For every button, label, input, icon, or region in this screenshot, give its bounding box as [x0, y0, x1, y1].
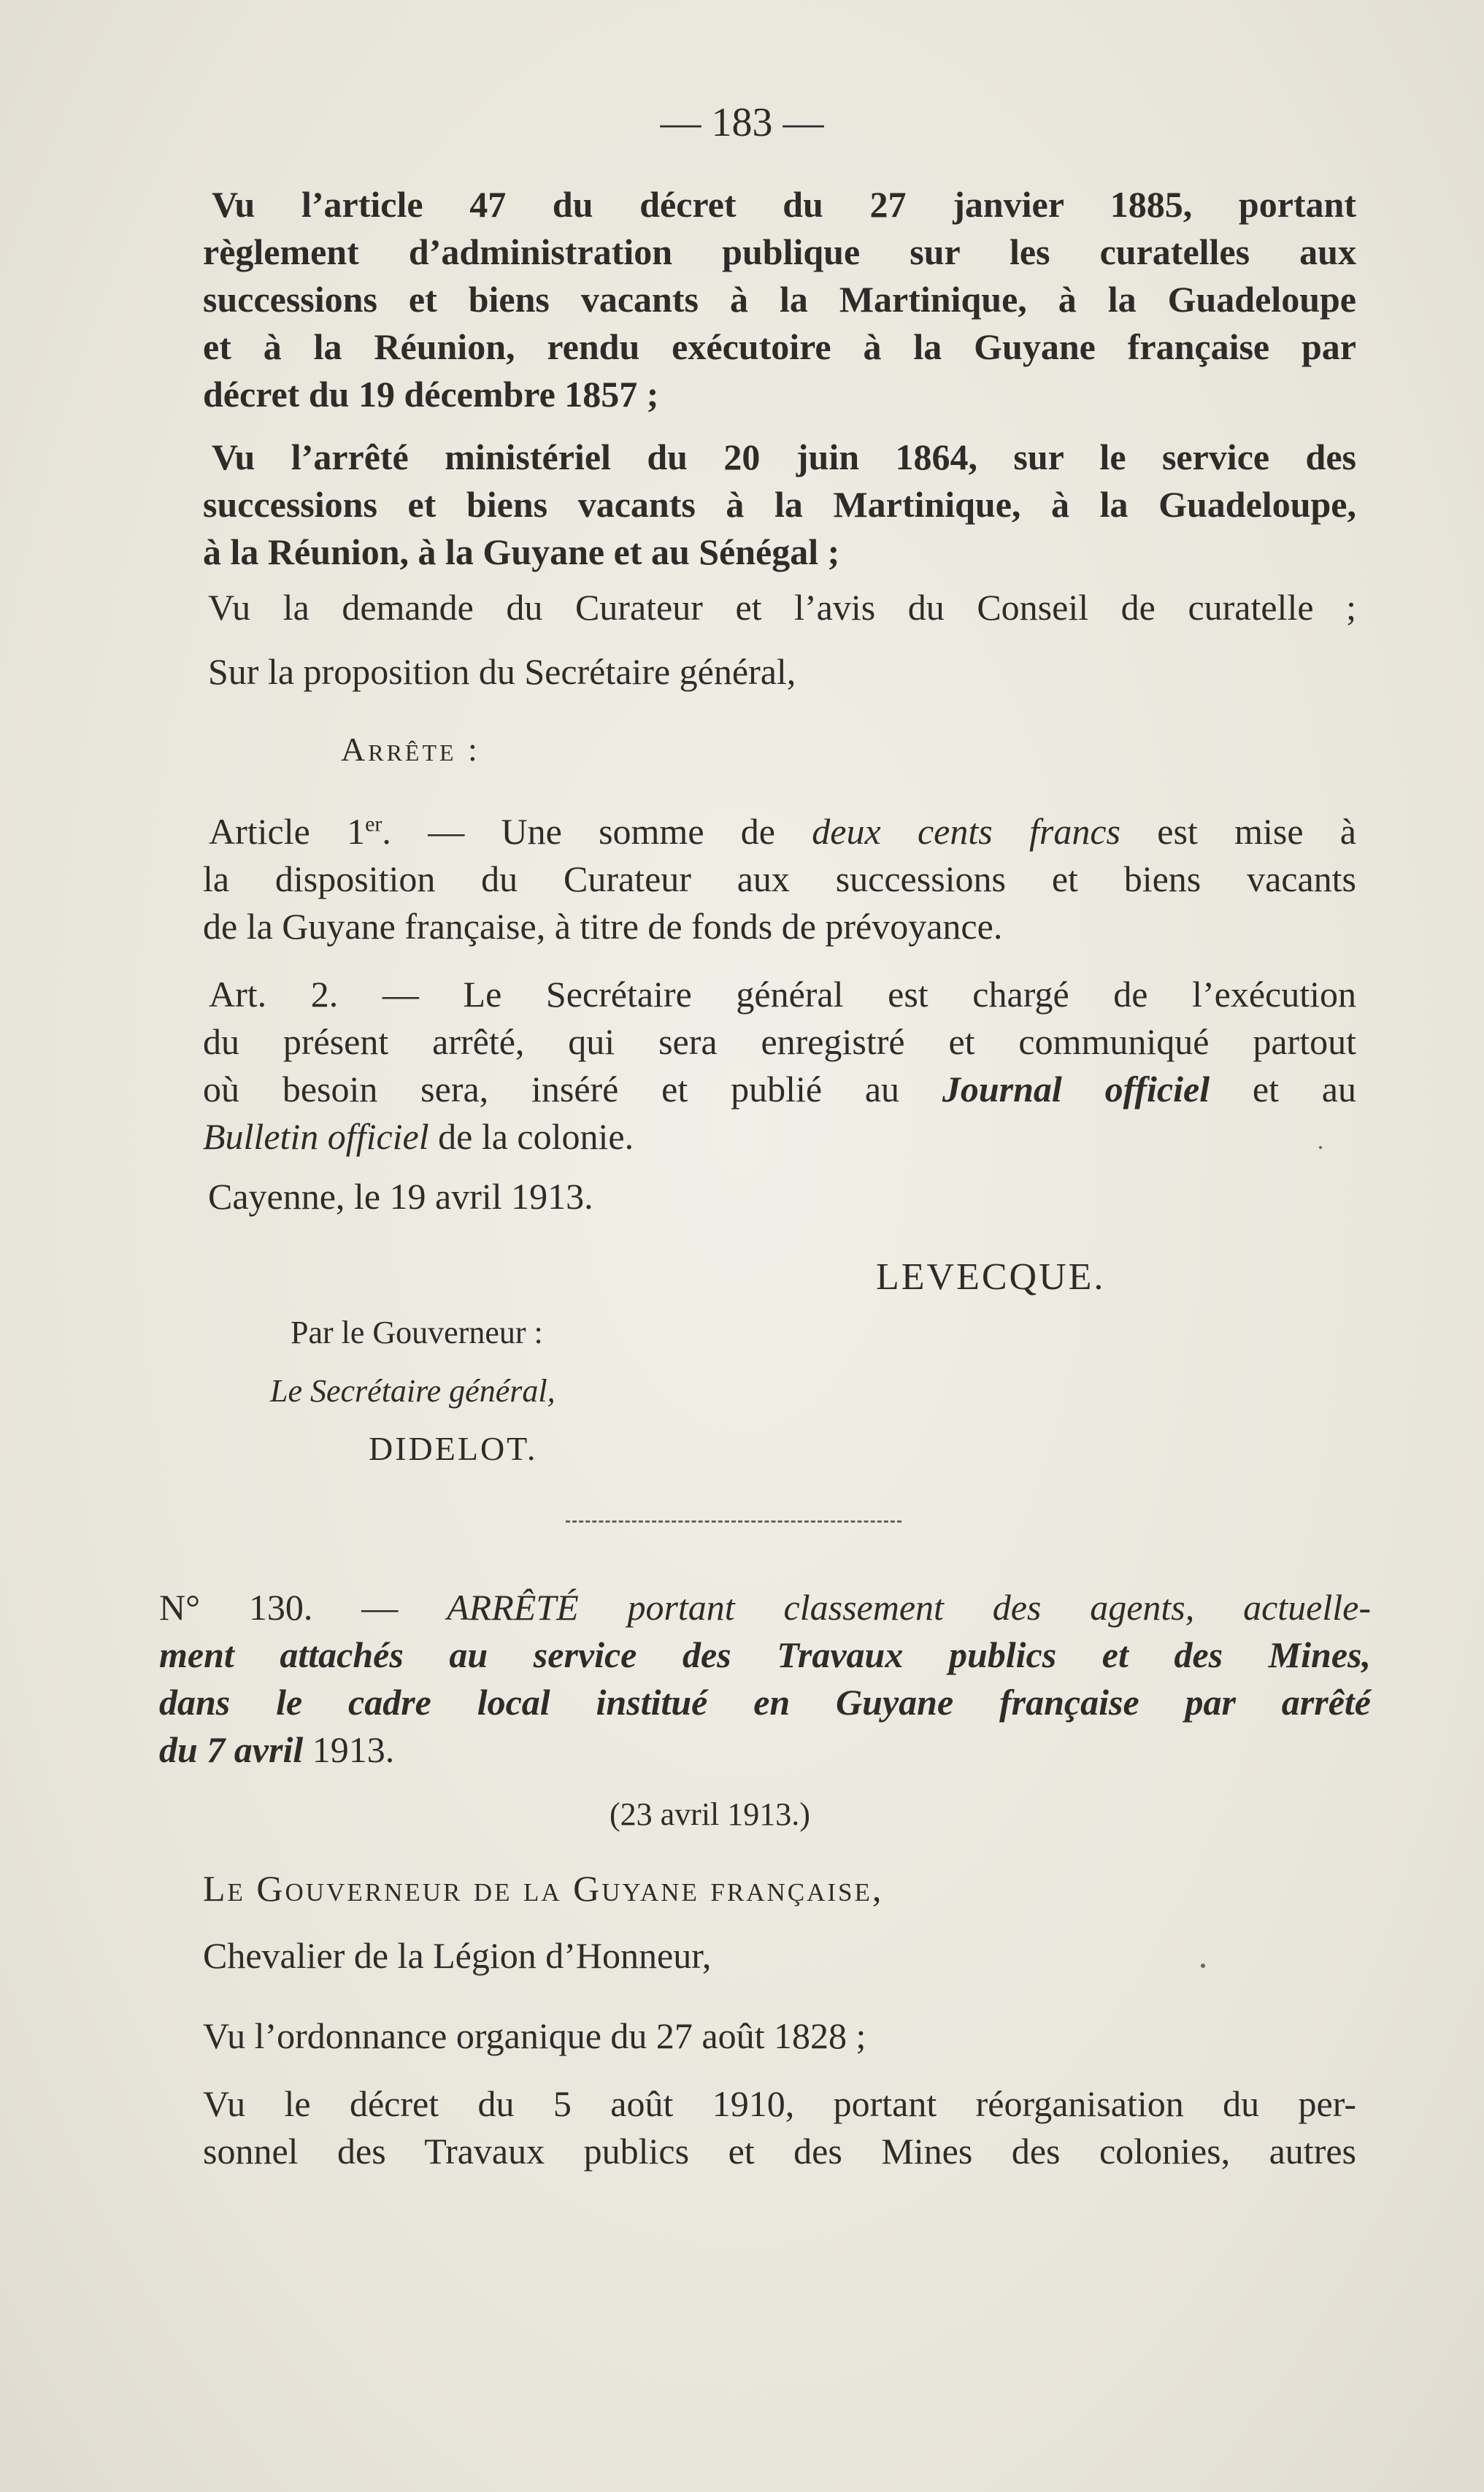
text-line: de la Guyane française, à titre de fonds de prévoyance.	[203, 906, 1003, 947]
amount-italic: deux cents francs	[812, 811, 1120, 852]
text-line	[203, 808, 1356, 855]
decree-title: ARRÊTÉ portant classement des agents, actuelle-	[447, 1587, 1371, 1628]
text-line: dans le cadre local institué en Guyane française par arrêté	[159, 1682, 1371, 1723]
text-run: de la colonie.	[428, 1116, 634, 1157]
decree-date: (23 avril 1913.)	[610, 1796, 810, 1832]
visa-arrete-1864	[203, 434, 1356, 576]
text-line: décret du 19 décembre 1857 ;	[203, 374, 659, 415]
text-line: à la Réunion, à la Guyane et au Sénégal ;	[203, 531, 840, 572]
arrete-heading: Arrête :	[341, 731, 480, 768]
visa-decret-1910	[203, 2080, 1356, 2175]
page-number: — 183 —	[660, 100, 824, 145]
text-line	[203, 1113, 1356, 1161]
text-line: ment attachés au service des Travaux publics et des Mines,	[159, 1634, 1371, 1675]
text-line	[159, 1726, 1371, 1774]
text-line: Vu l’article 47 du décret du 27 janvier 1885, portant	[212, 184, 1356, 225]
superscript: er	[365, 812, 382, 837]
place-date: Cayenne, le 19 avril 1913.	[208, 1176, 593, 1217]
text-line	[203, 1066, 1356, 1113]
text-line: du présent arrêté, qui sera enregistré et communiqué partout	[203, 1021, 1356, 1062]
text-line: Vu le décret du 5 août 1910, portant réorganisation du per-	[203, 2083, 1356, 2124]
text-line: la disposition du Curateur aux successions et biens vacants	[203, 858, 1356, 899]
signatory: LEVECQUE.	[876, 1256, 1106, 1298]
ink-speck	[1319, 1146, 1322, 1149]
visa-demande-curateur	[208, 584, 1356, 631]
article-1	[203, 808, 1356, 950]
countersign-title: Le Secrétaire général,	[270, 1373, 555, 1409]
text-line: successions et biens vacants à la Martinique, à la Guadeloupe,	[203, 484, 1356, 525]
text-run: est mise à	[1120, 811, 1356, 852]
text-line: Art. 2. — Le Secrétaire général est chargé de l’exécution	[209, 974, 1356, 1015]
text-line: Sur la proposition du Secrétaire général,	[208, 651, 796, 692]
text-run: . — Une somme de	[382, 811, 812, 852]
visa-decret-1885	[203, 181, 1356, 418]
visa-ordonnance-1828: Vu l’ordonnance organique du 27 août 1828 ;	[203, 2015, 866, 2056]
bulletin-officiel-italic: Bulletin officiel	[203, 1116, 429, 1157]
article-label: Article 1	[209, 811, 366, 852]
text-line: sonnel des Travaux publics et des Mines des colonies, autres	[203, 2131, 1356, 2172]
section-separator	[566, 1520, 901, 1523]
text-run: —	[312, 1587, 447, 1628]
text-line: et à la Réunion, rendu exécutoire à la Guyane française par	[203, 326, 1356, 367]
text-run: 1913.	[303, 1729, 395, 1770]
decree-130-heading	[159, 1584, 1371, 1774]
decree-title: du 7 avril	[159, 1729, 304, 1770]
text-run: et au	[1210, 1069, 1356, 1110]
honour-line: Chevalier de la Légion d’Honneur,	[203, 1935, 712, 1976]
journal-officiel-italic: Journal officiel	[942, 1069, 1210, 1110]
text-line: Vu l’arrêté ministériel du 20 juin 1864, sur le service des	[212, 437, 1356, 477]
text-line: successions et biens vacants à la Martinique, à la Guadeloupe	[203, 279, 1356, 320]
authority-text: Le Gouverneur de la Guyane française,	[203, 1868, 884, 1909]
countersign-by: Par le Gouverneur :	[291, 1315, 543, 1350]
ink-speck	[1201, 1964, 1205, 1968]
text-line	[159, 1584, 1371, 1631]
article-2	[203, 971, 1356, 1161]
decree-number: N° 130.	[159, 1587, 313, 1628]
proposition-secretaire	[208, 648, 1026, 696]
countersign-name: DIDELOT.	[369, 1430, 538, 1467]
authority	[203, 1867, 883, 1910]
text-line: Vu la demande du Curateur et l’avis du Conseil de curatelle ;	[208, 587, 1356, 628]
text-line: règlement d’administration publique sur les curatelles aux	[203, 231, 1356, 272]
text-run: où besoin sera, inséré et publié au	[203, 1069, 942, 1110]
